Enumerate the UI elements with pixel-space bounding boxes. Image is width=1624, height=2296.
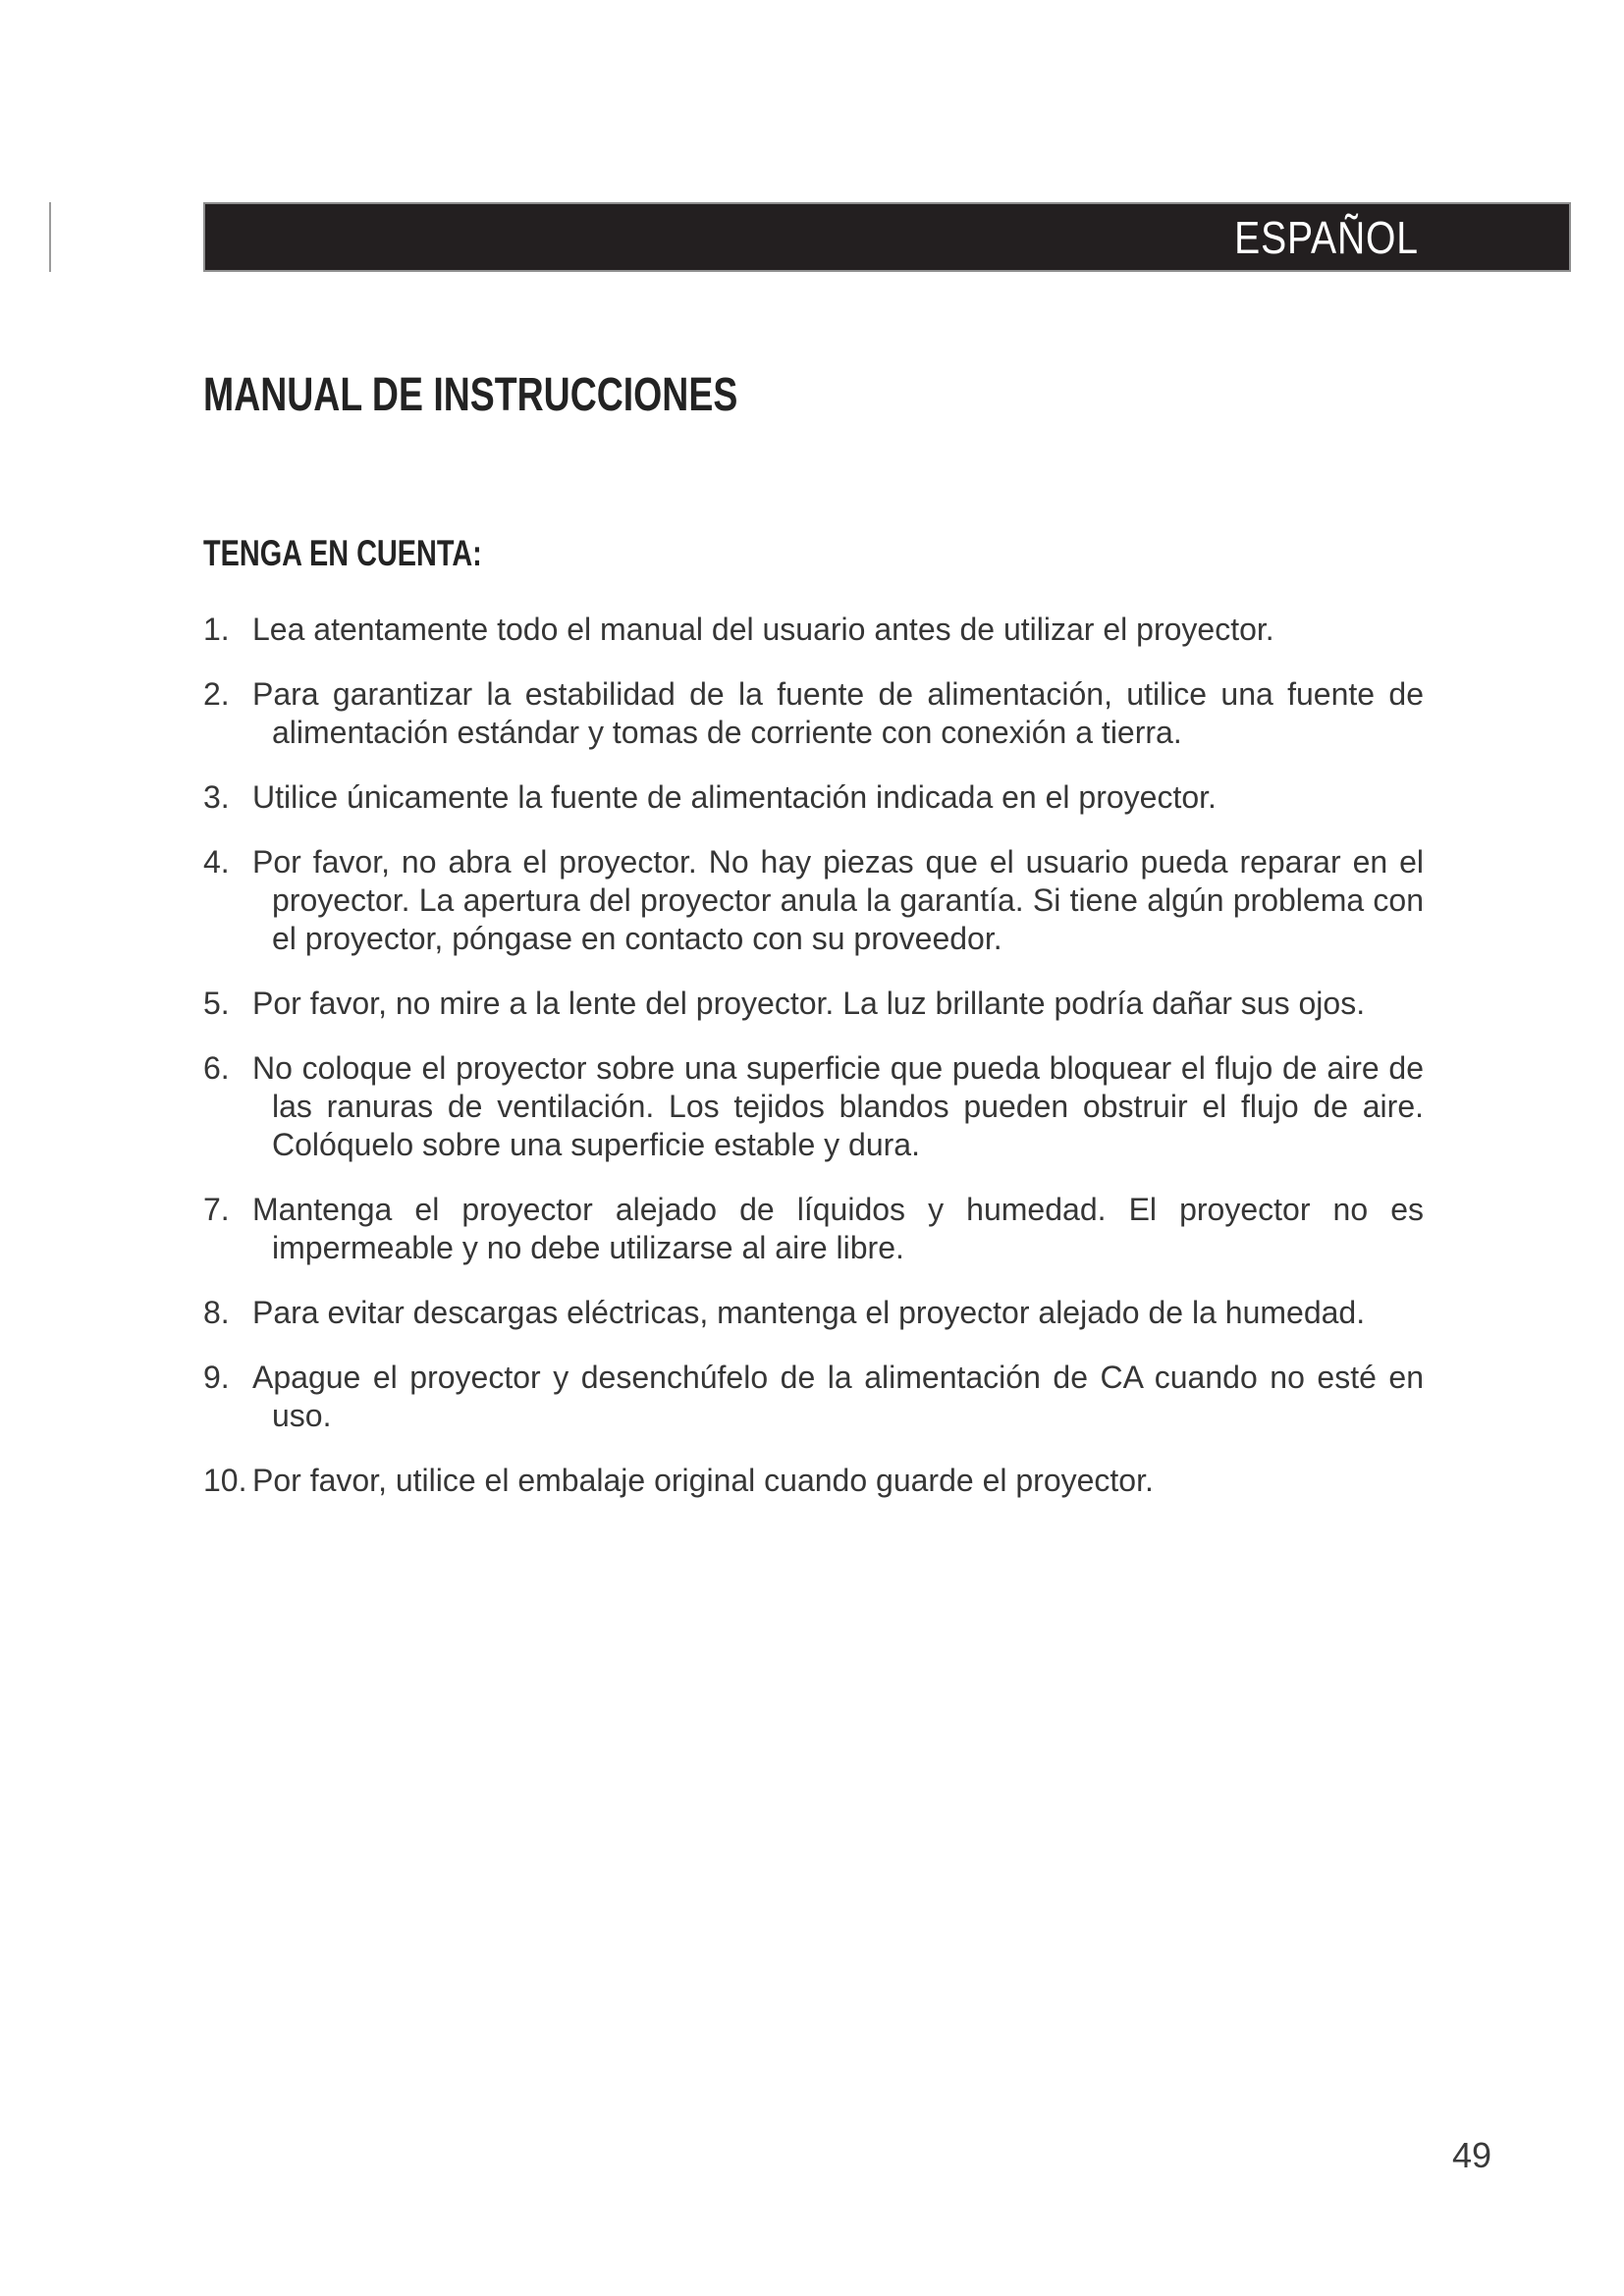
list-item	[203, 843, 1424, 958]
list-item	[203, 1191, 1424, 1267]
list-item	[203, 778, 1424, 817]
list-item-number: 9.	[203, 1360, 230, 1395]
list-item-number: 1.	[203, 612, 230, 647]
list-item-number: 6.	[203, 1050, 230, 1086]
list-item-text: Apague el proyector y desenchúfelo de la alimentación de CA cuando no esté en uso.	[252, 1360, 1424, 1433]
section-heading: TENGA EN CUENTA:	[203, 533, 482, 573]
list-item	[203, 1294, 1424, 1332]
list-item-text: Lea atentamente todo el manual del usuario antes de utilizar el proyector.	[252, 612, 1274, 647]
list-item-text: Para garantizar la estabilidad de la fuente de alimentación, utilice una fuente de alimentación estándar y tomas de corriente con conexión a tierra.	[252, 676, 1424, 750]
instruction-list	[203, 611, 1424, 1526]
list-item-number: 10.	[203, 1463, 247, 1498]
list-item-number: 2.	[203, 676, 230, 712]
list-item-text: Por favor, utilice el embalaje original cuando guarde el proyector.	[252, 1463, 1154, 1498]
list-item-number: 4.	[203, 844, 230, 880]
list-item	[203, 985, 1424, 1023]
list-item	[203, 1049, 1424, 1164]
list-item-text: Mantenga el proyector alejado de líquidos y humedad. El proyector no es impermeable y no debe utilizarse al aire libre.	[252, 1192, 1424, 1265]
list-item	[203, 1462, 1424, 1500]
language-label: ESPAÑOL	[1234, 211, 1419, 263]
list-item-text: Para evitar descargas eléctricas, mantenga el proyector alejado de la humedad.	[252, 1295, 1366, 1330]
list-item-number: 3.	[203, 779, 230, 815]
list-item-text: Por favor, no mire a la lente del proyector. La luz brillante podría dañar sus ojos.	[252, 986, 1366, 1021]
list-item-number: 7.	[203, 1192, 230, 1227]
page-title: MANUAL DE INSTRUCCIONES	[203, 369, 738, 421]
list-item-text: No coloque el proyector sobre una superficie que pueda bloquear el flujo de aire de las ranuras de ventilación. Los tejidos blandos pueden obstruir el flujo de aire. Colóquelo sobre una superficie estable y dura.	[252, 1050, 1424, 1162]
list-item	[203, 675, 1424, 752]
list-item	[203, 611, 1424, 649]
list-item-number: 5.	[203, 986, 230, 1021]
page-edge-mark	[49, 202, 51, 272]
list-item	[203, 1359, 1424, 1435]
list-item-text: Utilice únicamente la fuente de alimentación indicada en el proyector.	[252, 779, 1217, 815]
language-header-bar	[203, 202, 1571, 272]
list-item-number: 8.	[203, 1295, 230, 1330]
list-item-text: Por favor, no abra el proyector. No hay piezas que el usuario pueda reparar en el proyector. La apertura del proyector anula la garantía. Si tiene algún problema con el proyector, póngase en contacto con su proveedor.	[252, 844, 1424, 956]
page-number: 49	[1451, 2135, 1491, 2175]
